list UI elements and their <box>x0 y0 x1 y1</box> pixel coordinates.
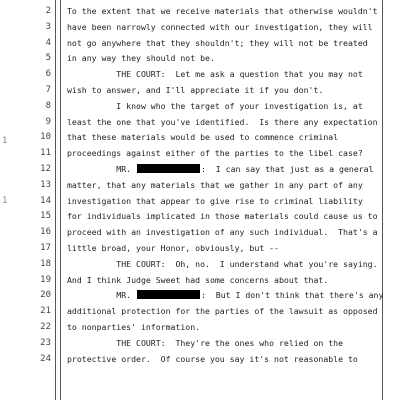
transcript-line <box>0 208 400 224</box>
line-number: 19 <box>40 274 51 285</box>
line-text: not go anywhere that they shouldn't; they will not be treated <box>67 37 368 48</box>
line-text: in any way they should not be. <box>67 53 215 64</box>
line-number: 12 <box>40 164 51 174</box>
margin-mark: 1 <box>2 136 8 146</box>
transcript-line <box>0 66 400 82</box>
margin-mark: 1 <box>2 196 8 206</box>
line-number: 10 <box>40 132 51 143</box>
line-number: 22 <box>40 322 51 332</box>
line-text: I know who the target of your investigation is, at <box>67 100 363 111</box>
transcript-line <box>0 335 400 351</box>
transcript-line <box>0 161 400 177</box>
line-number: 5 <box>45 53 51 64</box>
line-number: 3 <box>45 21 51 32</box>
line-text <box>67 287 384 303</box>
line-text: THE COURT: Oh, no. I understand what you're saying. <box>67 258 378 269</box>
line-text: proceed with an investigation of any such individual. That's a <box>67 227 378 238</box>
line-number: 7 <box>45 85 51 95</box>
speaker-prefix: MR. <box>67 290 137 301</box>
transcript-line <box>0 35 400 51</box>
line-text: additional protection for the parties of the lawsuit as opposed <box>67 306 378 317</box>
line-number: 2 <box>45 6 51 16</box>
transcript-line <box>0 82 400 98</box>
line-number: 24 <box>40 353 51 364</box>
line-text: To the extent that we receive materials that otherwise wouldn't <box>67 6 378 16</box>
line-number: 13 <box>40 179 51 190</box>
line-number: 17 <box>40 243 51 253</box>
line-text: to nonparties' information. <box>67 322 201 332</box>
line-text: wish to answer, and I'll appreciate it if you don't. <box>67 85 324 95</box>
transcript-line <box>0 193 400 209</box>
line-text: for individuals implicated in those materials could cause us to <box>67 211 378 222</box>
line-number: 16 <box>40 227 51 238</box>
redaction-bar <box>137 290 200 299</box>
redaction-bar <box>137 164 200 173</box>
transcript-line <box>0 256 400 272</box>
line-text: investigation that appear to give rise to criminal liability <box>67 195 363 206</box>
speaker-text: : I can say that just as a general <box>201 164 374 174</box>
line-number: 14 <box>40 195 51 206</box>
transcript-line <box>0 129 400 145</box>
line-text <box>67 161 379 177</box>
line-text: And I think Judge Sweet had some concerns about that. <box>67 274 329 285</box>
line-number: 8 <box>45 100 51 111</box>
line-number: 4 <box>45 37 51 48</box>
line-number: 11 <box>40 148 51 159</box>
line-text: matter, that any materials that we gather in any part of any <box>67 179 363 190</box>
transcript-line <box>0 272 400 288</box>
transcript-line <box>0 319 400 335</box>
line-text: THE COURT: Let me ask a question that you may not <box>67 69 363 80</box>
line-text: least the one that you've identified. Is there any expectation <box>67 116 378 127</box>
transcript-line <box>0 287 400 303</box>
transcript-line <box>0 145 400 161</box>
line-number: 23 <box>40 337 51 348</box>
line-number: 6 <box>45 69 51 80</box>
line-text: THE COURT: They're the ones who relied on the <box>67 337 344 348</box>
transcript-line <box>0 3 400 19</box>
transcript-line <box>0 114 400 130</box>
speaker-prefix: MR. <box>67 164 137 174</box>
line-text: little broad, your Honor, obviously, but -- <box>67 243 279 253</box>
line-text: that these materials would be used to commence criminal <box>67 132 339 143</box>
line-text: proceedings against either of the parties to the libel case? <box>67 148 363 159</box>
line-number: 18 <box>40 258 51 269</box>
line-number: 20 <box>40 290 51 301</box>
speaker-text: : But I don't think that there's any <box>201 290 384 301</box>
line-text: have been narrowly connected with our investigation, they will <box>67 21 373 32</box>
transcript-line <box>0 351 400 367</box>
transcript-line <box>0 240 400 256</box>
transcript-line <box>0 177 400 193</box>
transcript-line <box>0 303 400 319</box>
transcript-line <box>0 98 400 114</box>
line-number: 21 <box>40 306 51 317</box>
line-number: 15 <box>40 211 51 222</box>
transcript-line <box>0 224 400 240</box>
line-number: 9 <box>45 116 51 127</box>
transcript-line <box>0 19 400 35</box>
line-text: protective order. Of course you say it's not reasonable to <box>67 353 358 364</box>
transcript-line <box>0 50 400 66</box>
